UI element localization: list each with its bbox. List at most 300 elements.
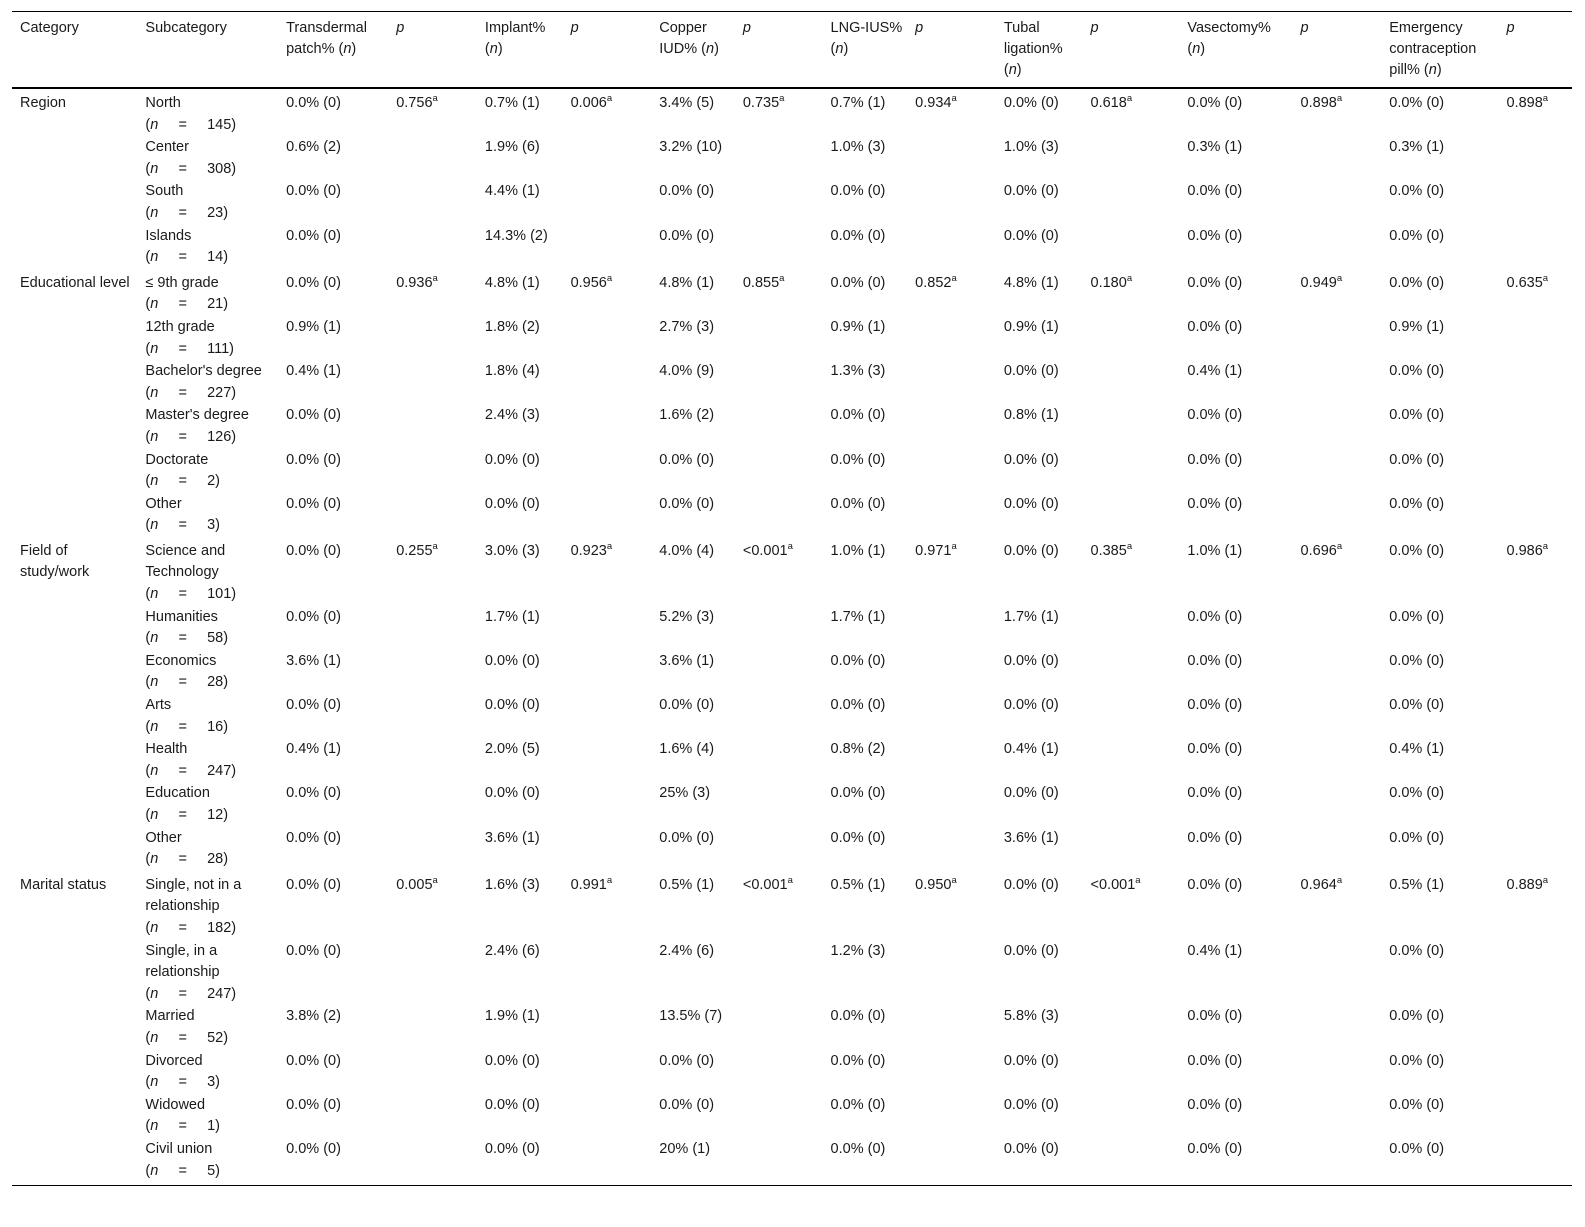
value-cell [1381,694,1498,738]
value-cell [1381,1138,1498,1186]
p-value-cell [388,1005,477,1049]
header-label: Category [20,20,79,36]
percent-value: 0.0% (0) [1003,183,1059,200]
sample-size-value: 16 [207,718,224,735]
percent-value: 0.0% (0) [286,495,341,512]
header-label: Vasectomy% ( [1187,20,1271,57]
footnote-marker: a [432,272,438,284]
p-value-cell [1083,360,1180,404]
p-value-cell [388,940,477,1006]
value-cell [278,1138,388,1186]
value-cell [278,650,388,694]
value-cell [823,1138,908,1186]
percent-value: 1.6% (4) [659,741,715,758]
percent-value: 0.0% (0) [1187,1052,1243,1069]
percent-value: 3.2% (10) [659,139,723,156]
footnote-marker: a [951,93,957,104]
percent-value: 0.4% (1) [286,363,341,380]
p-value-cell [1499,225,1573,269]
p-value-cell [388,606,477,650]
percent-value: 1.8% (4) [484,363,540,380]
value-cell [1381,1094,1498,1138]
column-header [735,12,823,89]
value-cell [823,827,908,871]
p-value-cell [563,269,652,316]
percent-value: 0.0% (0) [830,451,886,468]
subcategory-cell [137,493,278,537]
value-cell [278,606,388,650]
subcategory-cell [137,827,278,871]
p-symbol: p [1300,20,1309,36]
percent-value: 4.8% (1) [484,274,540,291]
column-header [1499,12,1573,89]
footnote-marker: a [1542,272,1549,284]
p-value-cell [1083,88,1180,136]
percent-value: 1.6% (2) [659,407,715,424]
percent-value: 0.0% (0) [659,451,715,468]
category-cell [12,606,137,650]
table-row [12,1094,1572,1138]
p-value-cell [907,493,996,537]
p-value-cell [907,1138,996,1186]
sample-size: (n = 5) [145,1162,221,1179]
category-cell [12,449,137,493]
category-cell [12,1005,137,1049]
p-value-cell [1083,269,1180,316]
n-symbol: n [150,116,159,133]
p-value-cell [735,449,823,493]
p-value-cell [1499,537,1573,606]
value-cell [1179,1050,1292,1094]
p-value-cell [1293,537,1382,606]
value-cell [996,782,1083,826]
p-value-cell [563,1138,652,1186]
p-value-cell [563,940,652,1006]
percent-value: 0.0% (0) [1003,652,1059,669]
percent-value: 0.0% (0) [659,829,715,846]
percent-value: 0.9% (1) [1389,318,1445,335]
value-cell [823,871,908,940]
value-cell [477,940,563,1006]
percent-value: 0.0% (0) [484,451,540,468]
n-symbol: n [1192,41,1201,57]
value-cell [477,180,563,224]
category-cell [12,650,137,694]
value-cell [1381,738,1498,782]
percent-value: 3.6% (1) [1003,829,1059,846]
percent-value: 0.0% (0) [1003,363,1059,380]
subcategory-cell [137,136,278,180]
sample-size-value: 126 [207,428,232,445]
sample-size: (n = 101) [145,586,237,603]
category-cell [12,269,137,316]
table-row [12,316,1572,360]
p-value-cell [1499,449,1573,493]
p-value-cell [388,136,477,180]
percent-value: 0.0% (0) [830,274,886,291]
p-value-cell [1083,449,1180,493]
n-symbol: n [150,249,159,266]
value-cell [477,316,563,360]
percent-value: 3.6% (1) [286,652,341,669]
p-value-cell [563,606,652,650]
footnote-marker: a [951,540,957,552]
value-cell [1179,650,1292,694]
subcategory-cell [137,782,278,826]
value-cell [1179,449,1292,493]
percent-value: 0.0% (0) [286,1052,341,1069]
sample-size-value: 308 [207,160,232,177]
header-tail: ) [351,41,357,57]
percent-value: 3.0% (3) [484,542,540,559]
value-cell [1179,738,1292,782]
value-cell [1179,180,1292,224]
value-cell [651,404,735,448]
percent-value: 0.0% (0) [830,1052,886,1069]
value-cell [477,360,563,404]
value-cell [651,537,735,606]
table-row [12,360,1572,404]
percent-value: 0.0% (0) [1187,495,1243,512]
p-symbol: p [915,20,924,36]
p-value-cell [907,650,996,694]
subcategory-cell [137,1094,278,1138]
column-header [137,12,278,89]
p-value-cell [1083,782,1180,826]
table-row [12,449,1572,493]
p-value-cell [1293,180,1382,224]
subcategory-label: Civil union [145,1140,213,1157]
category-cell [12,827,137,871]
value-cell [651,269,735,316]
value-cell [996,694,1083,738]
percent-value: 0.6% (2) [286,139,341,156]
category-cell [12,782,137,826]
table-row [12,180,1572,224]
percent-value: 0.0% (0) [1003,876,1059,893]
p-value-cell [1293,1094,1382,1138]
percent-value: 14.3% (2) [484,227,548,244]
p-value-cell [1083,493,1180,537]
p-value-cell [735,360,823,404]
percent-value: 13.5% (7) [659,1008,723,1025]
p-value: 0.991 [570,876,607,893]
percent-value: 0.0% (0) [1187,318,1243,335]
value-cell [996,1050,1083,1094]
p-value-cell [1293,360,1382,404]
footnote-marker: a [1126,540,1133,552]
p-value-cell [735,1094,823,1138]
table-row [12,694,1572,738]
p-symbol: p [1506,20,1515,36]
value-cell [651,180,735,224]
value-cell [278,782,388,826]
n-symbol: n [150,718,159,735]
percent-value: 0.0% (0) [484,1052,540,1069]
column-header [823,12,908,89]
p-value-cell [1293,136,1382,180]
p-value-cell [388,316,477,360]
p-value-cell [907,225,996,269]
value-cell [477,1050,563,1094]
subcategory-cell [137,694,278,738]
value-cell [477,827,563,871]
percent-value: 0.7% (1) [484,95,540,111]
value-cell [823,940,908,1006]
footnote-marker: a [779,272,785,284]
p-value-cell [563,449,652,493]
p-value-cell [1499,738,1573,782]
percent-value: 0.0% (0) [659,495,715,512]
sample-size: (n = 3) [145,517,221,534]
subcategory-label: Widowed [145,1096,206,1113]
category-cell [12,738,137,782]
p-value: 0.255 [396,542,433,559]
percent-value: 0.0% (0) [830,495,886,512]
percent-value: 0.0% (0) [286,1096,341,1113]
n-symbol: n [150,1074,159,1091]
header-tail: ) [1436,62,1442,78]
p-value-cell [907,606,996,650]
sample-size: (n = 3) [145,1074,221,1091]
value-cell [651,606,735,650]
value-cell [651,1138,735,1186]
value-cell [996,225,1083,269]
percent-value: 1.9% (6) [484,139,540,156]
table-row [12,269,1572,316]
percent-value: 4.8% (1) [1003,274,1059,291]
sample-size-value: 28 [207,674,224,691]
p-value-cell [1499,650,1573,694]
p-value-cell [1499,606,1573,650]
value-cell [996,136,1083,180]
p-value-cell [563,738,652,782]
footnote-marker: a [787,874,793,886]
p-value-cell [1499,493,1573,537]
percent-value: 0.0% (0) [1187,227,1243,244]
sample-size: (n = 247) [145,762,237,779]
sample-size: (n = 14) [145,249,229,266]
p-value-cell [563,1094,652,1138]
subcategory-label: 12th grade [145,318,215,335]
percent-value: 0.4% (1) [1003,741,1059,758]
table-row [12,827,1572,871]
p-value: 0.006 [570,95,607,111]
percent-value: 0.0% (0) [1003,1052,1059,1069]
value-cell [278,180,388,224]
p-value: 0.852 [915,274,952,291]
table-row [12,606,1572,650]
table-row [12,1005,1572,1049]
p-value-cell [735,537,823,606]
percent-value: 0.0% (0) [830,407,886,424]
value-cell [651,225,735,269]
value-cell [823,316,908,360]
value-cell [1179,404,1292,448]
p-value-cell [1293,225,1382,269]
value-cell [996,537,1083,606]
p-value-cell [907,360,996,404]
n-symbol: n [150,1029,159,1046]
n-symbol: n [150,630,159,647]
p-value-cell [1293,88,1382,136]
percent-value: 0.0% (0) [659,697,715,714]
p-value-cell [907,1094,996,1138]
percent-value: 20% (1) [659,1140,711,1157]
p-value-cell [563,88,652,136]
p-value: 0.956 [570,274,607,291]
value-cell [1381,404,1498,448]
sample-size-value: 14 [207,249,224,266]
percent-value: 0.0% (0) [484,785,540,802]
sample-size-value: 5 [207,1162,216,1179]
p-value-cell [388,225,477,269]
value-cell [996,180,1083,224]
p-value-cell [563,493,652,537]
table-row [12,940,1572,1006]
p-value-cell [1293,493,1382,537]
p-value-cell [388,88,477,136]
p-symbol: p [1090,20,1099,36]
p-value-cell [1083,1138,1180,1186]
n-symbol: n [150,428,159,445]
p-value: 0.635 [1506,274,1543,291]
category-cell [12,940,137,1006]
p-value-cell [1499,1050,1573,1094]
percent-value: 0.0% (0) [1187,407,1243,424]
percent-value: 4.0% (9) [659,363,715,380]
footnote-marker: a [1336,874,1343,886]
value-cell [278,1050,388,1094]
percent-value: 0.0% (0) [1389,697,1445,714]
sample-size-value: 227 [207,384,232,401]
value-cell [1381,606,1498,650]
n-symbol: n [150,1118,159,1135]
subcategory-label: Other [145,829,182,846]
n-symbol: n [150,204,159,221]
p-value-cell [1499,1138,1573,1186]
value-cell [278,738,388,782]
value-cell [1179,694,1292,738]
value-cell [1179,136,1292,180]
sample-size: (n = 227) [145,384,237,401]
sample-size: (n = 28) [145,674,229,691]
value-cell [1179,1005,1292,1049]
percent-value: 0.0% (0) [286,183,341,200]
header-label: Copper IUD% ( [659,20,707,57]
p-value: 0.964 [1300,876,1337,893]
p-value-cell [735,225,823,269]
value-cell [996,88,1083,136]
percent-value: 0.0% (0) [286,274,341,291]
percent-value: 0.0% (0) [830,1140,886,1157]
percent-value: 0.0% (0) [830,697,886,714]
p-value-cell [907,537,996,606]
p-value-cell [735,493,823,537]
subcategory-cell [137,180,278,224]
p-value-cell [1293,827,1382,871]
percent-value: 0.0% (0) [484,697,540,714]
p-value-cell [1293,1138,1382,1186]
percent-value: 0.0% (0) [1389,1096,1445,1113]
n-symbol: n [150,762,159,779]
p-value-cell [735,782,823,826]
value-cell [477,650,563,694]
table-row [12,88,1572,136]
percent-value: 0.5% (1) [659,876,715,893]
footnote-marker: a [606,272,613,284]
value-cell [651,738,735,782]
p-value-cell [907,316,996,360]
p-value: 0.735 [742,95,780,111]
subcategory-label: Center [145,139,189,156]
percent-value: 0.0% (0) [1389,183,1445,200]
subcategory-label: Islands [145,227,192,244]
p-value-cell [563,827,652,871]
header-label: Tubal ligation% ( [1003,20,1063,78]
p-value-cell [563,871,652,940]
header-tail: ) [843,41,849,57]
p-value-cell [735,871,823,940]
value-cell [1381,827,1498,871]
value-cell [823,1050,908,1094]
footnote-marker: a [1336,93,1343,104]
percent-value: 0.3% (1) [1389,139,1445,156]
percent-value: 2.4% (3) [484,407,540,424]
n-symbol: n [835,41,844,57]
category-cell [12,871,137,940]
n-symbol: n [150,851,159,868]
p-value: 0.898 [1506,95,1543,111]
p-value-cell [907,180,996,224]
p-value-cell [563,225,652,269]
footnote-marker: a [1126,93,1133,104]
n-symbol: n [150,586,159,603]
subcategory-cell [137,738,278,782]
column-header [12,12,137,89]
p-value: 0.005 [396,876,433,893]
percent-value: 2.4% (6) [484,942,540,959]
n-symbol: n [343,41,352,57]
percent-value: 0.4% (1) [1389,741,1445,758]
category-cell [12,316,137,360]
p-value-cell [1083,537,1180,606]
percent-value: 0.0% (0) [1003,942,1059,959]
category-cell [12,225,137,269]
value-cell [278,360,388,404]
sample-size: (n = 12) [145,807,229,823]
p-value-cell [563,650,652,694]
p-value-cell [735,88,823,136]
p-value-cell [735,1050,823,1094]
value-cell [1381,316,1498,360]
p-value-cell [563,537,652,606]
value-cell [477,606,563,650]
percent-value: 1.0% (1) [1187,542,1243,559]
value-cell [1179,269,1292,316]
value-cell [996,1138,1083,1186]
table-row [12,650,1572,694]
percent-value: 0.0% (0) [484,495,540,512]
subcategory-label: Doctorate [145,451,209,468]
subcategory-cell [137,225,278,269]
p-value-cell [735,940,823,1006]
sample-size-value: 111 [207,340,230,357]
percent-value: 3.8% (2) [286,1008,341,1025]
percent-value: 0.0% (0) [1003,697,1059,714]
subcategory-label: Other [145,495,182,512]
p-value-cell [907,136,996,180]
